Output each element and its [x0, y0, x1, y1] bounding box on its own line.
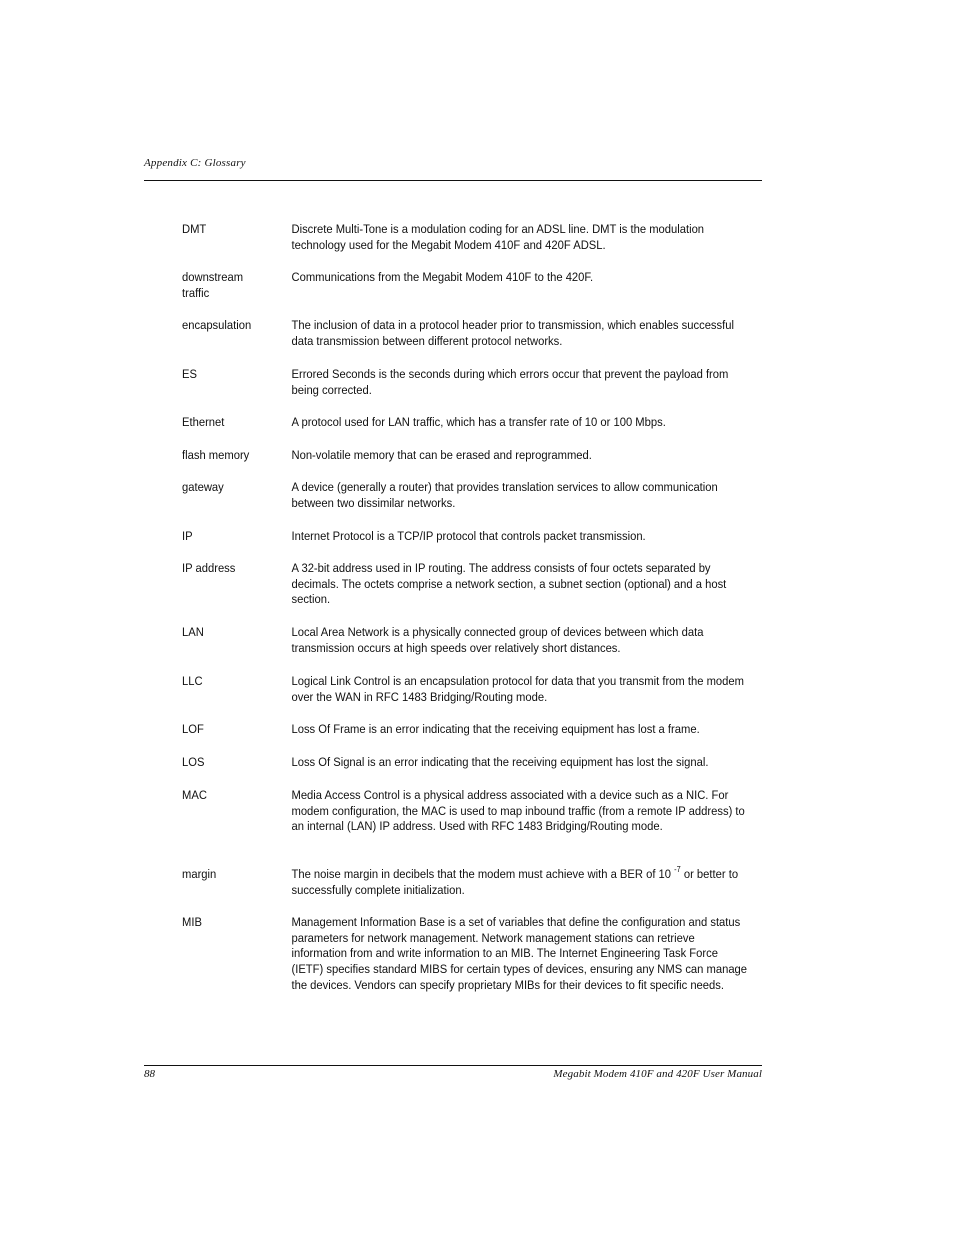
glossary-list — [182, 222, 748, 992]
glossary-definition: Communications from the Megabit Modem 410F to the 420F. — [291, 270, 594, 284]
glossary-entry-mib — [182, 915, 748, 994]
glossary-definition: Internet Protocol is a TCP/IP protocol that controls packet transmission. — [291, 529, 646, 543]
glossary-definition: Non-volatile memory that can be erased and reprogrammed. — [291, 448, 592, 462]
glossary-entry-lof — [182, 722, 716, 738]
glossary-entry-margin — [182, 864, 739, 898]
glossary-term: DMT — [182, 222, 207, 236]
glossary-term: LAN — [182, 625, 204, 639]
glossary-definition: The inclusion of data in a protocol header prior to transmission, which enables successful data transmission between different protocol networks. — [291, 318, 734, 348]
glossary-definition: Management Information Base is a set of variables that define the configuration and status parameters for network management. Network management stations can retrieve information from and write information to an MIB. The Internet Engineering Task Force (IETF) specifies standard MIBS for certain types of devices, ensuring any NMS can manage the devices. Vendors can specify proprietary MIBs for their devices to fit specific needs. — [291, 915, 748, 992]
glossary-term: MAC — [182, 788, 207, 802]
glossary-term: ES — [182, 367, 197, 381]
glossary-definition: Logical Link Control is an encapsulation protocol for data that you transmit from the modem over the WAN in RFC 1483 Bridging/Routing mode. — [291, 674, 744, 704]
glossary-term: LOS — [182, 755, 205, 769]
footer-title: Megabit Modem 410F and 420F User Manual — [553, 1068, 762, 1080]
definition-text-before: The noise margin in decibels that the modem must achieve with a BER of 10 — [291, 867, 675, 881]
glossary-term: encapsulation — [182, 318, 252, 332]
glossary-definition: Local Area Network is a physically connected group of devices between which data transmission occurs at high speeds over relatively short distances. — [291, 625, 704, 655]
glossary-entry-los — [182, 755, 716, 771]
glossary-entry-dmt — [182, 222, 716, 253]
glossary-term: IP — [182, 529, 193, 543]
page-number: 88 — [144, 1068, 155, 1080]
glossary-definition: A 32-bit address used in IP routing. The address consists of four octets separated by decimals. The octets comprise a network section, a subnet section (optional) and a host section. — [291, 561, 727, 607]
glossary-entry-flash-memory — [182, 448, 716, 464]
glossary-entry-llc — [182, 674, 744, 705]
glossary-definition: Errored Seconds is the seconds during which errors occur that prevent the payload from being corrected. — [291, 367, 729, 397]
glossary-entry-ip-address — [182, 561, 727, 608]
header-rule — [144, 180, 762, 181]
glossary-term: flash memory — [182, 448, 250, 462]
glossary-term: Ethernet — [182, 415, 225, 429]
glossary-definition: A protocol used for LAN traffic, which has a transfer rate of 10 or 100 Mbps. — [291, 415, 666, 429]
glossary-entry-encapsulation — [182, 318, 734, 349]
footer-rule — [144, 1065, 762, 1066]
running-head: Appendix C: Glossary — [144, 157, 246, 169]
glossary-term: downstream traffic — [182, 270, 244, 300]
glossary-entry-gateway — [182, 480, 716, 511]
glossary-term: IP address — [182, 561, 236, 575]
glossary-definition: A device (generally a router) that provides translation services to allow communication between two dissimilar networks. — [291, 480, 718, 510]
glossary-term: margin — [182, 867, 217, 881]
glossary-term: gateway — [182, 480, 224, 494]
glossary-term: LOF — [182, 722, 204, 736]
glossary-definition — [291, 864, 751, 898]
glossary-entry-downstream-traffic — [182, 270, 716, 300]
glossary-definition: Loss Of Signal is an error indicating that the receiving equipment has lost the signal. — [291, 755, 709, 769]
glossary-definition: Discrete Multi-Tone is a modulation coding for an ADSL line. DMT is the modulation technology used for the Megabit Modem 410F and 420F ADSL. — [291, 222, 705, 252]
glossary-entry-ip — [182, 529, 716, 545]
glossary-entry-lan — [182, 625, 716, 656]
glossary-term: LLC — [182, 674, 203, 688]
glossary-definition: Loss Of Frame is an error indicating that the receiving equipment has lost a frame. — [291, 722, 700, 736]
glossary-term: MIB — [182, 915, 202, 929]
glossary-entry-es — [182, 367, 729, 398]
glossary-definition: Media Access Control is a physical address associated with a device such as a NIC. For modem configuration, the MAC is used to map inbound traffic (from a remote IP address) to an internal (LAN) IP address. Used with RFC 1483 Bridging/Routing mode. — [291, 788, 745, 834]
exponent-superscript: -7 — [674, 864, 681, 874]
definition-text-after: or better to successfully complete initialization. — [291, 867, 739, 897]
glossary-entry-mac — [182, 788, 745, 835]
glossary-entry-ethernet — [182, 415, 716, 431]
